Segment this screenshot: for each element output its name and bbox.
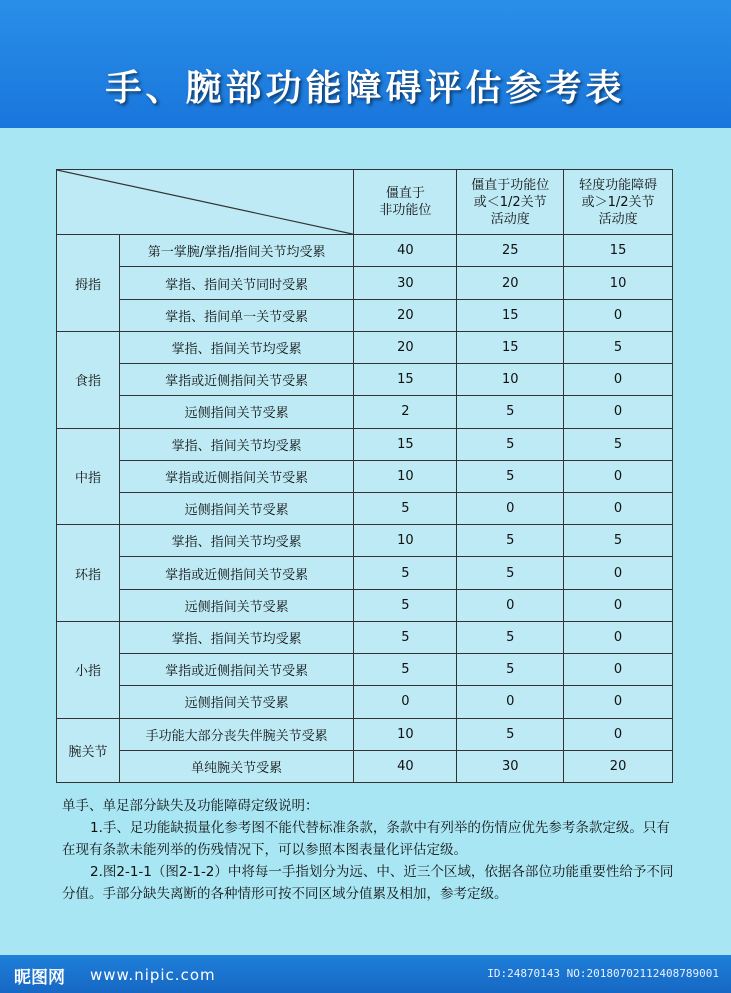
condition-label: 远侧指间关节受累 [119, 396, 354, 428]
score-cell: 40 [354, 750, 457, 782]
table-row [57, 396, 673, 428]
score-cell: 10 [354, 460, 457, 492]
condition-label: 掌指、指间关节均受累 [119, 621, 354, 653]
score-cell: 20 [457, 267, 564, 299]
score-cell: 5 [354, 557, 457, 589]
score-cell: 5 [457, 557, 564, 589]
table-row [57, 718, 673, 750]
table-row [57, 621, 673, 653]
finger-group-label: 环指 [57, 525, 120, 622]
score-cell: 2 [354, 396, 457, 428]
score-cell: 0 [564, 686, 673, 718]
table-row [57, 235, 673, 267]
score-cell: 10 [564, 267, 673, 299]
score-cell: 10 [354, 525, 457, 557]
table-row [57, 525, 673, 557]
table-row [57, 493, 673, 525]
condition-label: 远侧指间关节受累 [119, 589, 354, 621]
assessment-table [56, 169, 673, 783]
notes-paragraph-1: 1.手、足功能缺损量化参考图不能代替标准条款，条款中有列举的伤情应优先参考条款定级。只有在现有条款未能列举的伤残情况下，可以参照本图表量化评估定级。 [62, 820, 670, 858]
finger-group-label: 中指 [57, 428, 120, 525]
score-cell: 0 [457, 686, 564, 718]
score-cell: 15 [354, 428, 457, 460]
score-cell: 5 [457, 525, 564, 557]
score-cell: 10 [457, 364, 564, 396]
score-cell: 0 [564, 364, 673, 396]
score-cell: 30 [457, 750, 564, 782]
table-row [57, 364, 673, 396]
diagonal-header-cell [57, 170, 354, 235]
condition-label: 掌指或近侧指间关节受累 [119, 654, 354, 686]
page-title: 手、腕部功能障碍评估参考表 [105, 68, 626, 109]
score-cell: 40 [354, 235, 457, 267]
score-table [56, 169, 673, 783]
score-cell: 0 [564, 299, 673, 331]
score-cell: 5 [457, 460, 564, 492]
condition-label: 掌指或近侧指间关节受累 [119, 364, 354, 396]
score-cell: 15 [457, 299, 564, 331]
score-cell: 0 [564, 493, 673, 525]
score-cell: 15 [354, 364, 457, 396]
condition-label: 手功能大部分丧失伴腕关节受累 [119, 718, 354, 750]
score-cell: 5 [564, 525, 673, 557]
condition-label: 掌指、指间关节均受累 [119, 428, 354, 460]
table-row [57, 331, 673, 363]
table-row [57, 654, 673, 686]
condition-label: 远侧指间关节受累 [119, 493, 354, 525]
score-cell: 20 [354, 299, 457, 331]
finger-group-label: 小指 [57, 621, 120, 718]
score-cell: 0 [564, 396, 673, 428]
score-cell: 5 [354, 654, 457, 686]
table-row [57, 428, 673, 460]
score-cell: 0 [457, 493, 564, 525]
score-cell: 0 [564, 557, 673, 589]
score-cell: 25 [457, 235, 564, 267]
score-cell: 5 [354, 589, 457, 621]
table-row [57, 299, 673, 331]
score-cell: 5 [354, 621, 457, 653]
table-row [57, 267, 673, 299]
watermark-site: www.nipic.com [90, 966, 216, 984]
condition-label: 掌指、指间关节同时受累 [119, 267, 354, 299]
score-cell: 5 [457, 396, 564, 428]
condition-label: 掌指、指间单一关节受累 [119, 299, 354, 331]
score-cell: 5 [457, 428, 564, 460]
finger-group-label: 拇指 [57, 235, 120, 332]
score-cell: 20 [354, 331, 457, 363]
column-header-2: 僵直于功能位 或＜1/2关节 活动度 [457, 170, 564, 235]
condition-label: 远侧指间关节受累 [119, 686, 354, 718]
score-cell: 20 [564, 750, 673, 782]
score-cell: 0 [564, 460, 673, 492]
score-cell: 15 [564, 235, 673, 267]
watermark-logo: 昵图网 [14, 968, 65, 988]
score-cell: 5 [354, 493, 457, 525]
condition-label: 第一掌腕/掌指/指间关节均受累 [119, 235, 354, 267]
table-row [57, 750, 673, 782]
table-row [57, 686, 673, 718]
condition-label: 掌指或近侧指间关节受累 [119, 460, 354, 492]
condition-label: 掌指、指间关节均受累 [119, 525, 354, 557]
notes-paragraph-2: 2.图2-1-1（图2-1-2）中将每一手指划分为远、中、近三个区域，依据各部位功能重要性给予不同分值。手部分缺失离断的各种情形可按不同区域分值累及相加，参考定级。 [62, 864, 674, 902]
score-cell: 0 [564, 654, 673, 686]
finger-group-label: 食指 [57, 331, 120, 428]
score-cell: 15 [457, 331, 564, 363]
score-cell: 5 [564, 331, 673, 363]
score-cell: 0 [564, 718, 673, 750]
notes-section [62, 795, 682, 905]
score-cell: 10 [354, 718, 457, 750]
table-row [57, 557, 673, 589]
score-cell: 5 [564, 428, 673, 460]
finger-group-label: 腕关节 [57, 718, 120, 782]
score-cell: 5 [457, 718, 564, 750]
table-row [57, 460, 673, 492]
score-cell: 0 [564, 621, 673, 653]
score-cell: 0 [457, 589, 564, 621]
table-row [57, 589, 673, 621]
image-id-text: ID:24870143 NO:20180702112408789001 [487, 967, 719, 980]
column-header-3: 轻度功能障碍 或＞1/2关节 活动度 [564, 170, 673, 235]
score-cell: 5 [457, 654, 564, 686]
score-cell: 0 [354, 686, 457, 718]
condition-label: 掌指或近侧指间关节受累 [119, 557, 354, 589]
score-cell: 0 [564, 589, 673, 621]
condition-label: 掌指、指间关节均受累 [119, 331, 354, 363]
column-header-1: 僵直于 非功能位 [354, 170, 457, 235]
score-cell: 5 [457, 621, 564, 653]
score-cell: 30 [354, 267, 457, 299]
condition-label: 单纯腕关节受累 [119, 750, 354, 782]
notes-heading: 单手、单足部分缺失及功能障碍定级说明： [62, 798, 319, 814]
diagonal-line [57, 170, 353, 234]
